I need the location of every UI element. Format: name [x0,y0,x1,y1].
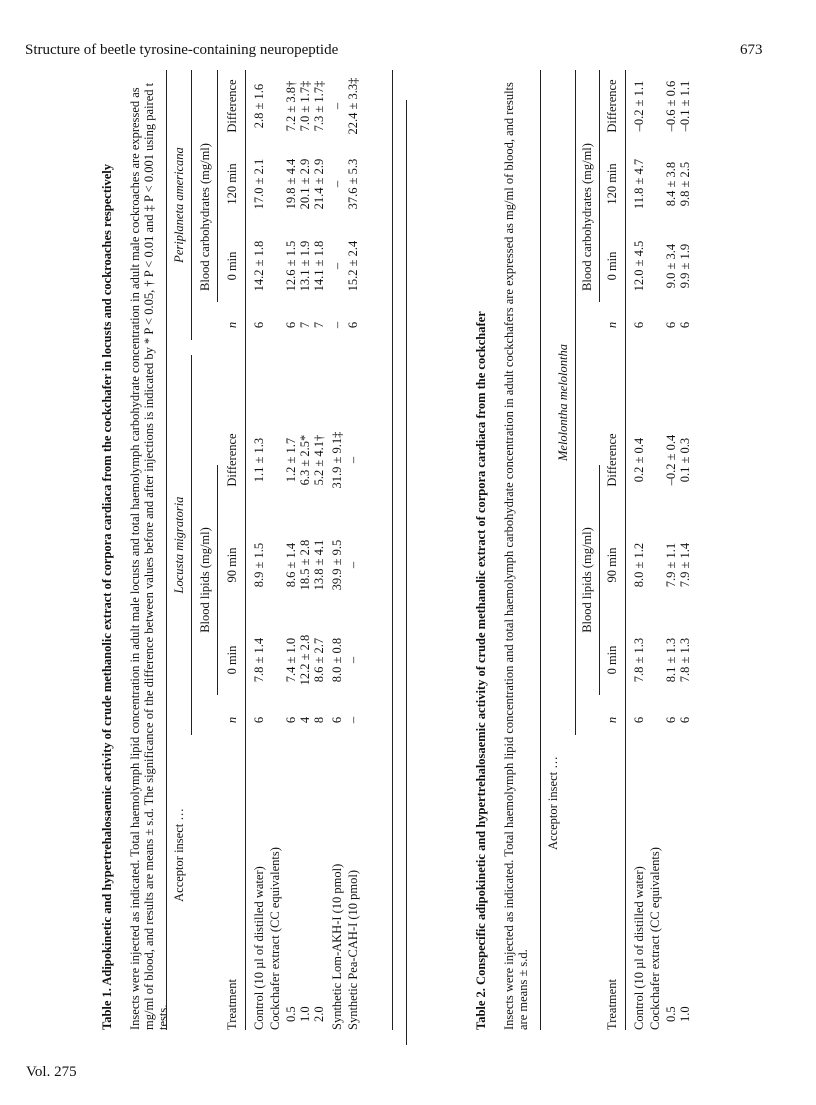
rule-bottom [392,70,393,1030]
table-cell: 14.1 ± 1.8 [312,240,326,292]
table-cell: 8.6 ± 2.7 [312,637,326,683]
table-cell: 12.0 ± 4.5 [632,240,646,292]
group-blood-carbohydrates: Blood carbohydrates (mg/ml) [198,143,212,291]
table-cell: 15.2 ± 2.4 [346,240,360,292]
table-cell: 6 [632,716,646,724]
table-cell: 39.9 ± 9.5 [330,539,344,591]
row-treatment: Control (10 µl of distilled water) [252,866,266,1030]
row-treatment: 1.0 [298,1006,312,1022]
group-blood-lipids: Blood lipids (mg/ml) [198,527,212,633]
table-cell: – [346,561,360,569]
table-cell: 8.0 ± 0.8 [330,637,344,683]
table-cell: 7.4 ± 1.0 [284,637,298,683]
running-title: Structure of beetle tyrosine-containing neuropeptide [25,42,339,58]
table-cell: 6.3 ± 2.5* [298,434,312,486]
group-blood-lipids: Blood lipids (mg/ml) [580,527,594,633]
table-cell: 12.6 ± 1.5 [284,240,298,292]
table-cell: 13.8 ± 4.1 [312,539,326,591]
table-cell: 6 [346,321,360,329]
rule-species-left [191,355,192,735]
col-120min: 120 min [605,163,619,205]
table-cell: 6 [252,716,266,724]
table-cell: 8.4 ± 3.8 [664,161,678,207]
col-0min: 0 min [225,251,239,281]
table-cell: 6 [664,321,678,329]
table-cell: 8.6 ± 1.4 [284,542,298,588]
table-1-caption: Insects were injected as indicated. Total haemolymph lipid concentration in adult male locusts and total haemolymph carbohydrate concentration in adult male cockroaches are expressed as mg/ml of blood, and results are means ± s.d. The significance of the difference between values before and after injections is indicated by * P < 0.05, † P < 0.01 and ‡ P < 0.001 using paired t tests. [128,82,170,1030]
table-cell: 22.4 ± 3.3‡ [346,77,360,135]
table-2-caption: Insects were injected as indicated. Total haemolymph lipid concentration and total haemolymph carbohydrate concentration in adult cockchafers are expressed as mg/ml of blood, and results are means ± s.d. [502,82,530,1030]
row-treatment: Cockchafer extract (CC equivalents) [648,847,662,1030]
table-cell: – [330,321,344,329]
table-cell: 7.9 ± 1.1 [664,542,678,588]
table-cell: – [330,180,344,188]
rule-group-left [217,465,218,695]
table-cell: 6 [252,321,266,329]
table-cell: –0.2 ± 1.1 [632,80,646,132]
col-0min: 0 min [225,645,239,675]
row-treatment: 0.5 [284,1006,298,1022]
species-melolontha: Melolontha melolontha [556,344,570,461]
col-0min: 0 min [605,645,619,675]
table-cell: 8.1 ± 1.3 [664,637,678,683]
table-cell: – [346,456,360,464]
rule-header-bottom [625,70,626,1030]
table-cell: 18.5 ± 2.8 [298,539,312,591]
table-cell: 13.1 ± 1.9 [298,240,312,292]
row-treatment: Cockchafer extract (CC equivalents) [268,847,282,1030]
col-n: n [225,321,239,329]
rule-species-right [191,70,192,340]
group-blood-carbohydrates: Blood carbohydrates (mg/ml) [580,143,594,291]
table-cell: 6 [664,716,678,724]
col-difference: Difference [225,79,239,133]
table-cell: 21.4 ± 2.9 [312,158,326,210]
table-cell: 9.9 ± 1.9 [678,243,692,289]
table-cell: 6 [284,716,298,724]
col-90min: 90 min [225,547,239,583]
row-treatment: 1.0 [678,1006,692,1022]
table-cell: – [346,656,360,664]
table-cell: – [330,262,344,270]
rule-header-bottom [245,70,246,1030]
table-cell: 0.2 ± 0.4 [632,437,646,483]
rule-top [540,70,541,1030]
table-cell: 31.9 ± 9.1‡ [330,431,344,489]
table-cell: 7 [312,321,326,329]
table-cell: – [346,716,360,724]
table-cell: 7 [298,321,312,329]
table-cell: 6 [678,321,692,329]
rule-group-right [599,70,600,302]
table-cell: 6 [284,321,298,329]
col-0min: 0 min [605,251,619,281]
table-cell: 8.0 ± 1.2 [632,542,646,588]
table-cell: 7.8 ± 1.3 [632,637,646,683]
table-cell: 7.8 ± 1.4 [252,637,266,683]
table-cell: 19.8 ± 4.4 [284,158,298,210]
table-cell: 8.9 ± 1.5 [252,542,266,588]
table-cell: 17.0 ± 2.1 [252,158,266,210]
row-treatment: 2.0 [312,1006,326,1022]
col-difference: Difference [225,433,239,487]
row-treatment: Control (10 µl of distilled water) [632,866,646,1030]
table-2-title: Table 2. Conspecific adipokinetic and hypertrehalosaemic activity of crude methanolic extract of corpora cardiaca from the cockchafer [474,311,488,1030]
table-cell: –0.6 ± 0.6 [664,80,678,132]
table-cell: 6 [330,716,344,724]
col-n: n [225,716,239,724]
table-2 [474,70,706,1030]
rule-group-left [599,465,600,695]
rule-group-right [217,70,218,302]
table-1-title: Table 1. Adipokinetic and hypertrehalosaemic activity of crude methanolic extract of corpora cardiaca from the cockchafer in locusts and cockroaches respectively [100,164,114,1030]
col-difference: Difference [605,79,619,133]
table-cell: 1.2 ± 1.7 [284,437,298,483]
acceptor-label: Acceptor insect … [172,808,186,902]
col-n: n [605,716,619,724]
table-cell: 8 [312,716,326,724]
table-cell: 6 [632,321,646,329]
table-cell: 37.6 ± 5.3 [346,158,360,210]
table-cell: 12.2 ± 2.8 [298,634,312,686]
col-n: n [605,321,619,329]
col-difference: Difference [605,433,619,487]
table-cell: 14.2 ± 1.8 [252,240,266,292]
table-cell: 2.8 ± 1.6 [252,83,266,129]
rule-top [166,70,167,1030]
table-cell: 11.8 ± 4.7 [632,158,646,210]
col-treatment: Treatment [225,979,239,1030]
rule-species [575,70,576,735]
volume-label: Vol. 275 [26,1064,77,1080]
species-locusta: Locusta migratoria [172,496,186,594]
table-cell: 6 [678,716,692,724]
table-cell: –0.2 ± 0.4 [664,434,678,486]
page-number: 673 [740,42,763,58]
row-treatment: 0.5 [664,1006,678,1022]
col-treatment: Treatment [605,979,619,1030]
table-cell: 5.2 ± 4.1† [312,434,326,486]
table-cell: 7.3 ± 1.7‡ [312,80,326,132]
species-periplaneta: Periplaneta americana [172,147,186,263]
table-cell: –0.1 ± 1.1 [678,80,692,132]
table-cell: 9.8 ± 2.5 [678,161,692,207]
table-cell: – [330,102,344,110]
col-90min: 90 min [605,547,619,583]
col-120min: 120 min [225,163,239,205]
table-cell: 9.0 ± 3.4 [664,243,678,289]
table-cell: 4 [298,716,312,724]
table-cell: 7.9 ± 1.4 [678,542,692,588]
table-cell: 7.2 ± 3.8† [284,80,298,132]
table-cell: 1.1 ± 1.3 [252,437,266,483]
table-cell: 7.0 ± 1.7‡ [298,80,312,132]
table-cell: 20.1 ± 2.9 [298,158,312,210]
acceptor-label: Acceptor insect … [546,756,560,850]
row-treatment: Synthetic Pea-CAH-I (10 pmol) [346,869,360,1030]
table-cell: 0.1 ± 0.3 [678,437,692,483]
row-treatment: Synthetic Lom-AKH-I (10 pmol) [330,863,344,1030]
table-1 [100,70,412,1030]
table-cell: 7.8 ± 1.3 [678,637,692,683]
